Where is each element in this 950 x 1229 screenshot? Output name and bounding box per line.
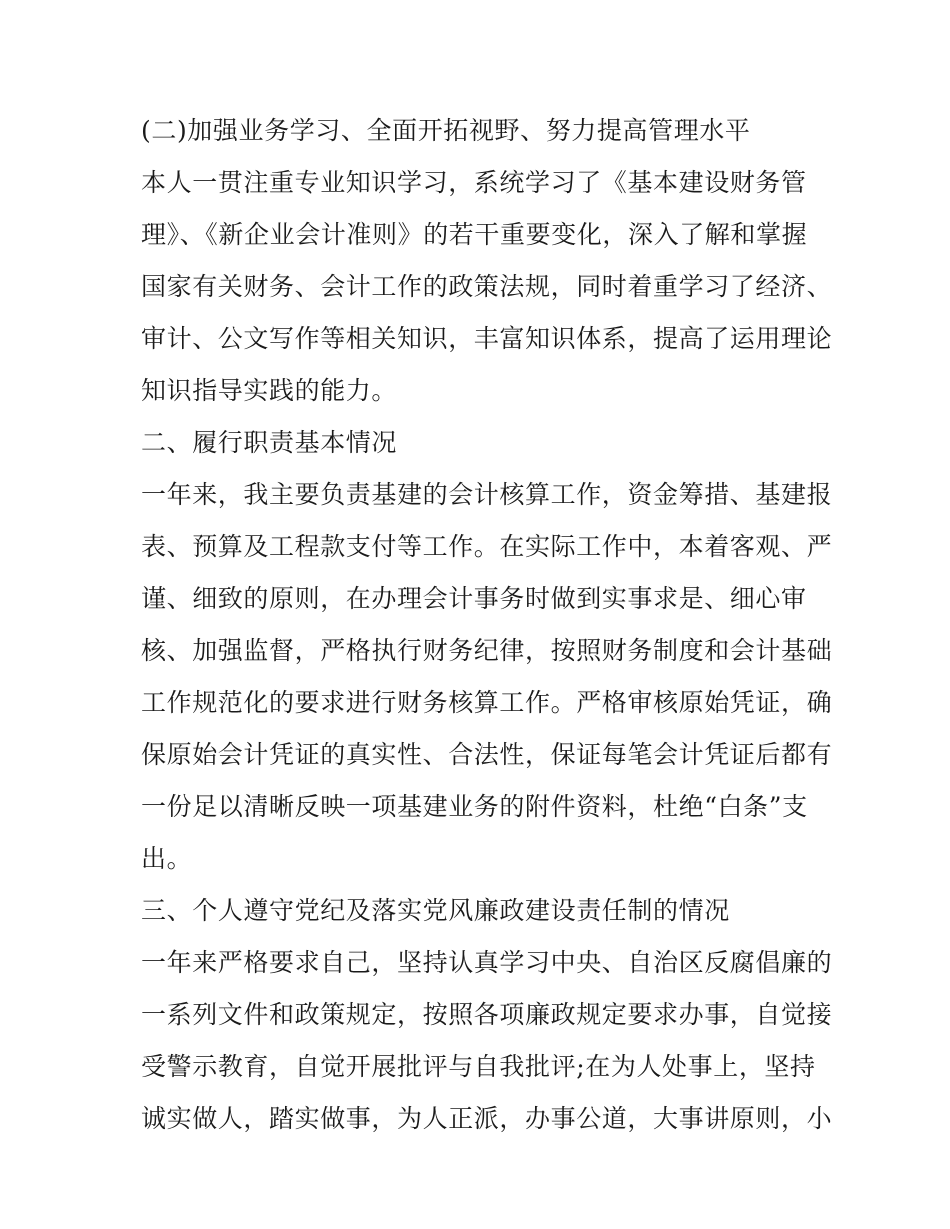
paragraph-line: 受警示教育，自觉开展批评与自我批评;在为人处事上，坚持 [141, 1052, 816, 1081]
section-heading-duties: 二、履行职责基本情况 [141, 428, 398, 457]
paragraph-line: 一系列文件和政策规定，按照各项廉政规定要求办事，自觉接 [141, 1000, 833, 1029]
paragraph-line: 工作规范化的要求进行财务核算工作。严格审核原始凭证，确 [141, 688, 833, 717]
paragraph-line: 保原始会计凭证的真实性、合法性，保证每笔会计凭证后都有 [141, 740, 833, 769]
paragraph-line: 国家有关财务、会计工作的政策法规，同时着重学习了经济、 [141, 272, 833, 301]
paragraph-line: 审计、公文写作等相关知识，丰富知识体系，提高了运用理论 [141, 324, 833, 353]
paragraph-line: 谨、细致的原则，在办理会计事务时做到实事求是、细心审 [141, 584, 807, 613]
paragraph-line: 核、加强监督，严格执行财务纪律，按照财务制度和会计基础 [141, 636, 833, 665]
paragraph-line: 一年来，我主要负责基建的会计核算工作，资金筹措、基建报 [141, 480, 833, 509]
section-heading-discipline: 三、个人遵守党纪及落实党风廉政建设责任制的情况 [141, 896, 730, 925]
paragraph-line: 理》、《新企业会计准则》的若干重要变化，深入了解和掌握 [141, 220, 808, 249]
paragraph-line: 一年来严格要求自己，坚持认真学习中央、自治区反腐倡廉的 [141, 948, 833, 977]
section-heading-study: (二)加强业务学习、全面开拓视野、努力提高管理水平 [141, 116, 751, 145]
paragraph-line: 出。 [141, 844, 193, 873]
paragraph-line: 表、预算及工程款支付等工作。在实际工作中，本着客观、严 [141, 532, 833, 561]
paragraph-line: 一份足以清晰反映一项基建业务的附件资料，杜绝“白条”支 [141, 792, 808, 821]
paragraph-line: 诚实做人，踏实做事，为人正派，办事公道，大事讲原则，小 [141, 1104, 833, 1133]
paragraph-line: 知识指导实践的能力。 [141, 376, 398, 405]
paragraph-line: 本人一贯注重专业知识学习，系统学习了《基本建设财务管 [141, 168, 807, 197]
